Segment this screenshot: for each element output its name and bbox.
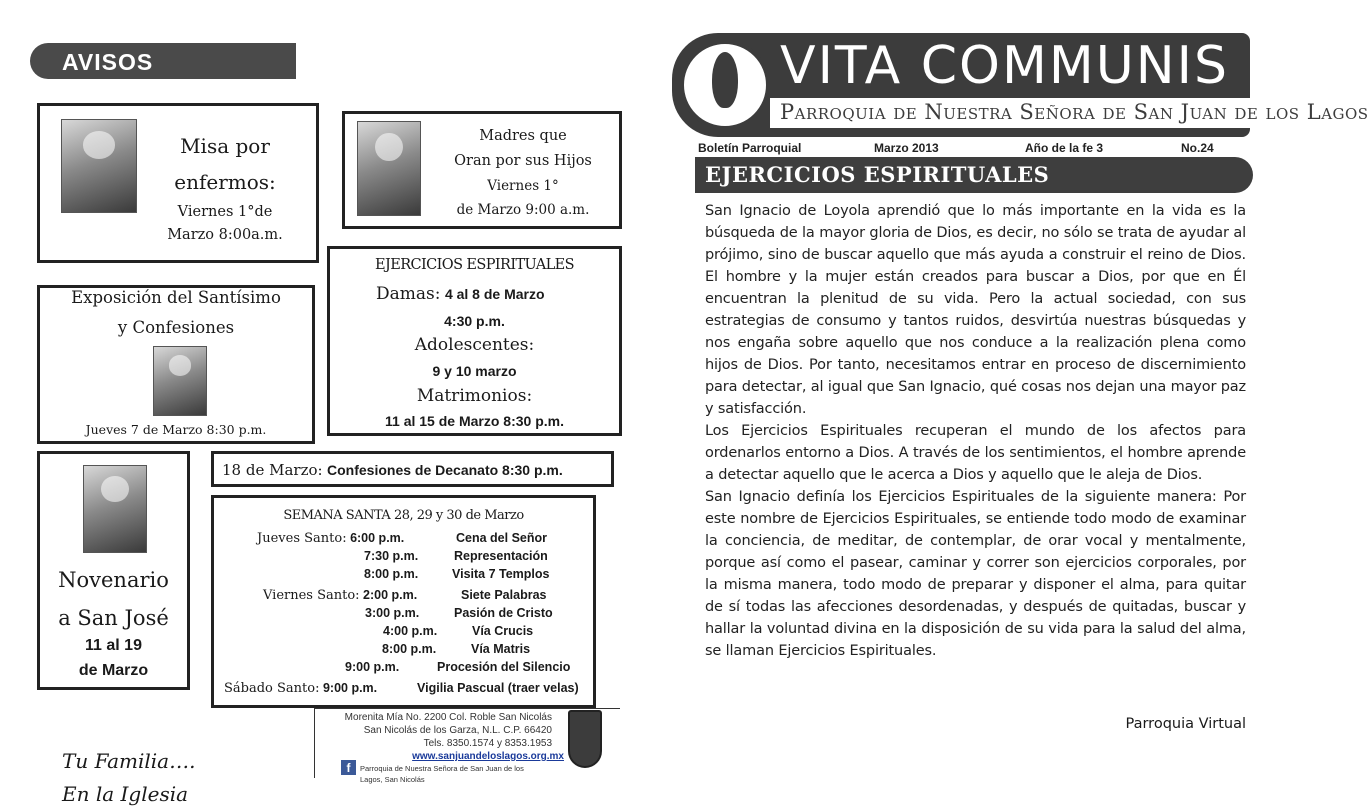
ejercicios-box xyxy=(327,246,622,436)
footer-vertical-divider xyxy=(314,708,315,778)
madres-line-3: Viernes 1° xyxy=(487,178,559,194)
misa-date-1: Viernes 1°de xyxy=(177,204,273,220)
exposicion-date: Jueves 7 de Marzo 8:30 p.m. xyxy=(85,422,267,437)
jueves-event-1: Cena del Señor xyxy=(456,531,547,545)
madres-box xyxy=(342,111,622,229)
handwritten-line-2: En la Iglesia xyxy=(62,782,189,806)
matrimonios-label: Matrimonios: xyxy=(416,386,533,406)
footer-address-2: San Nicolás de los Garza, N.L. C.P. 66420 xyxy=(363,725,552,736)
sabado-event: Vigilia Pascual (traer velas) xyxy=(417,681,579,695)
monstrance-image xyxy=(153,346,207,416)
damas-date: 4 al 8 de Marzo xyxy=(444,286,545,302)
sabado-label: Sábado Santo: xyxy=(224,681,320,696)
viernes-time-2: 3:00 p.m. xyxy=(365,606,420,620)
confesiones-box xyxy=(211,451,614,487)
misa-title-2: enfermos: xyxy=(174,170,276,194)
jueves-event-2: Representación xyxy=(454,549,548,563)
jueves-event-3: Visita 7 Templos xyxy=(452,567,550,581)
exposicion-box xyxy=(37,285,315,444)
exposicion-line-1: Exposición del Santísimo xyxy=(71,288,281,307)
footer-address-1: Morenita Mía No. 2200 Col. Roble San Nicolás xyxy=(344,712,552,723)
viernes-label: Viernes Santo: xyxy=(263,588,360,603)
avisos-title: AVISOS xyxy=(62,49,154,75)
viernes-time-3: 4:00 p.m. xyxy=(383,624,438,638)
confesiones-text: Confesiones de Decanato 8:30 p.m. xyxy=(327,462,563,478)
madres-line-1: Madres que xyxy=(479,128,567,144)
viernes-row-1: Viernes Santo: 2:00 p.m. xyxy=(263,588,418,603)
confesiones-date: 18 de Marzo: xyxy=(222,461,323,479)
viernes-time-4: 8:00 p.m. xyxy=(382,642,437,656)
viernes-event-3: Vía Crucis xyxy=(472,624,534,638)
adolescentes-label: Adolescentes: xyxy=(414,335,535,355)
madres-line-2: Oran por sus Hijos xyxy=(454,153,592,169)
masthead-subtitle: Parroquia de Nuestra Señora de San Juan de los Lagos xyxy=(780,100,1369,124)
damas-time: 4:30 p.m. xyxy=(444,313,505,329)
madres-line-4: de Marzo 9:00 a.m. xyxy=(456,202,590,218)
matrimonios-date: 11 al 15 de Marzo 8:30 p.m. xyxy=(385,413,564,429)
jesus-healing-image xyxy=(61,119,137,213)
article-paragraph-2: Los Ejercicios Espirituales recuperan el mundo de los afectos para ordenarlos entorno a Dios. A través de los sentimientos, el hombre aprende a detectar aquello que le acerca a Dios y aquello que le aleja de Dios. xyxy=(705,423,1246,483)
footer-phones: Tels. 8350.1574 y 8353.1953 xyxy=(423,738,552,749)
jueves-time-3: 8:00 p.m. xyxy=(364,567,419,581)
parish-shield-logo xyxy=(568,710,602,768)
novenario-line-2: a San José xyxy=(58,606,169,630)
viernes-time-5: 9:00 p.m. xyxy=(345,660,400,674)
virgin-emblem-icon xyxy=(712,52,738,108)
novenario-box xyxy=(37,451,190,690)
info-fecha: Marzo 2013 xyxy=(874,141,939,155)
footer-facebook-2: Lagos, San Nicolás xyxy=(360,775,425,784)
novenario-line-1: Novenario xyxy=(58,568,169,592)
article-paragraph-1: San Ignacio de Loyola aprendió que lo más importante en la vida es la búsqueda de la mayor gloria de Dios, es decir, no sólo se trata de ayudar al prójimo, sino de buscar aquello que más ayuda a construir el reino de Dios. El hombre y la mujer están creados para buscar a Dios, por que en Él encuentran la plenitud de su vida. Pero la actual sociedad, con sus estrategias de consumo y tantos ruidos, desvirtúa nuestras búsquedas y nos engaña sobre aquello que nos conduce a la realización plena como hijos de Dios. Por tanto, necesitamos entrar en proceso de discernimiento para detectar, al igual que San Ignacio, qué cosas nos dejan una mayor paz y satisfacción. xyxy=(705,203,1246,417)
handwritten-line-1: Tu Familia…. xyxy=(62,749,196,773)
exposicion-line-2: y Confesiones xyxy=(117,318,235,337)
misa-enfermos-box xyxy=(37,103,319,263)
viernes-event-4: Vía Matris xyxy=(471,642,531,656)
damas-label: Damas: xyxy=(376,284,441,304)
article-signature: Parroquia Virtual xyxy=(1125,716,1246,732)
adolescentes-date: 9 y 10 marzo xyxy=(432,363,517,379)
article-body xyxy=(705,200,1246,662)
novenario-line-3: 11 al 19 xyxy=(85,637,142,654)
san-jose-image xyxy=(83,465,147,553)
footer-divider xyxy=(314,708,620,709)
viernes-event-1: Siete Palabras xyxy=(461,588,547,602)
jueves-row-1: Jueves Santo: 6:00 p.m. xyxy=(257,531,405,546)
damas-row xyxy=(376,284,545,304)
ejercicios-box-title: EJERCICIOS ESPIRITUALES xyxy=(375,257,574,273)
viernes-event-5: Procesión del Silencio xyxy=(437,660,571,674)
info-anio: Año de la fe 3 xyxy=(1025,141,1104,155)
article-paragraph-3: San Ignacio definía los Ejercicios Espirituales de la siguiente manera: Por este nombre de Ejercicios Espirituales, se entiende todo modo de examinar la conciencia, de meditar, de contemplar, de orar vocal y mentalmente, porque así como el pasear, caminar y correr son ejercicios corporales, por la misma manera, todo modo de preparar y disponer el alma, para quitar de sí todas las afecciones desordenadas, y después de quitadas, buscar y hallar la voluntad divina en la disposición de su vida para la salud del alma, se llaman Ejercicios Espirituales. xyxy=(705,489,1246,659)
footer-facebook-1: Parroquia de Nuestra Señora de San Juan de los xyxy=(360,764,524,773)
facebook-icon[interactable]: f xyxy=(341,760,356,775)
virgin-praying-image xyxy=(357,121,421,216)
article-title: EJERCICIOS ESPIRITUALES xyxy=(705,162,1050,187)
viernes-event-2: Pasión de Cristo xyxy=(454,606,553,620)
info-numero: No.24 xyxy=(1181,141,1214,155)
sabado-row: Sábado Santo: 9:00 p.m. xyxy=(224,681,378,696)
semana-santa-box xyxy=(211,495,596,708)
footer-website-link[interactable]: www.sanjuandeloslagos.org.mx xyxy=(412,751,564,762)
jueves-time-2: 7:30 p.m. xyxy=(364,549,419,563)
masthead-title: VITA COMMUNIS xyxy=(780,36,1230,96)
jueves-label: Jueves Santo: xyxy=(257,531,347,546)
misa-date-2: Marzo 8:00a.m. xyxy=(167,227,283,243)
info-boletin: Boletín Parroquial xyxy=(698,141,802,155)
misa-title-1: Misa por xyxy=(180,134,270,158)
semana-santa-title: SEMANA SANTA 28, 29 y 30 de Marzo xyxy=(283,508,524,523)
novenario-line-4: de Marzo xyxy=(78,662,149,679)
